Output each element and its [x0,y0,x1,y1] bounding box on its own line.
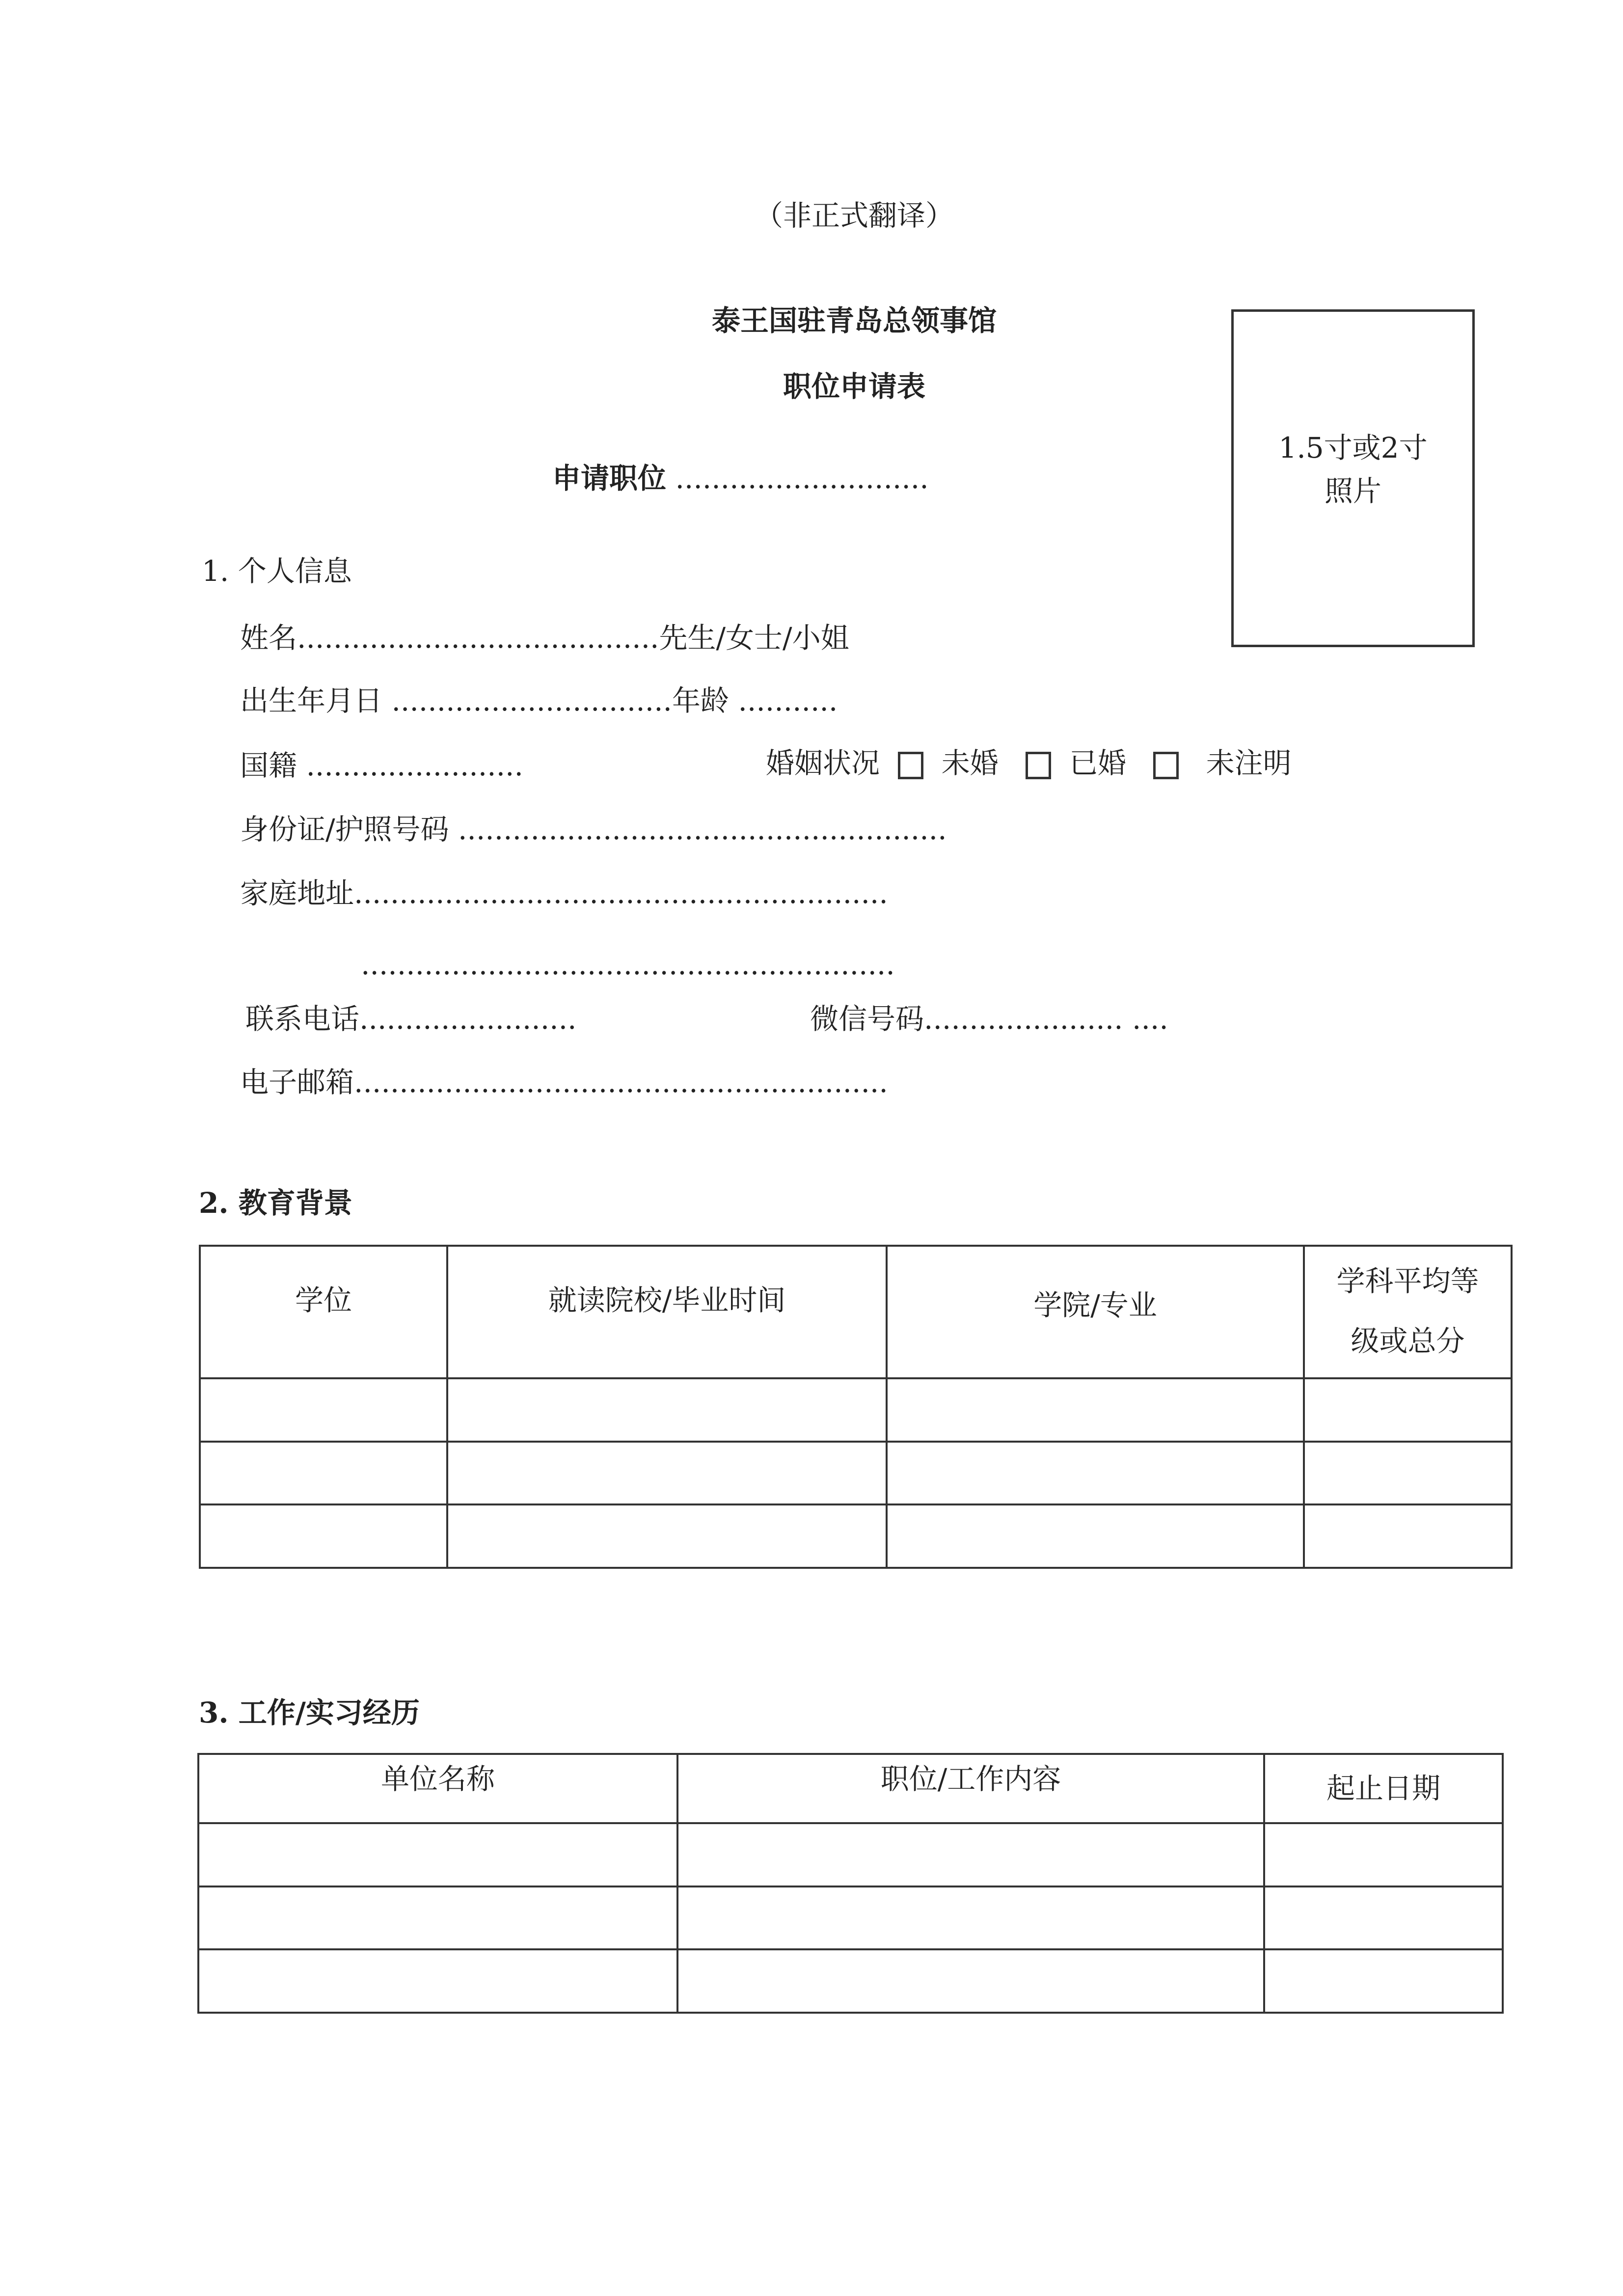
phone-field[interactable] [245,1002,577,1036]
nationality-field[interactable] [240,751,523,780]
cell[interactable] [200,1442,447,1505]
dob-label: 出生年月日 [240,684,383,717]
cell[interactable] [1304,1378,1512,1442]
translation-note: （非正式翻译） [754,199,954,232]
wechat-label: 微信号码 [810,1002,924,1036]
header-major: 学院/专业 [887,1246,1304,1378]
cell[interactable] [1264,1823,1503,1886]
wechat-field[interactable] [810,1002,1168,1036]
header-grade [1304,1246,1512,1378]
cell[interactable] [677,1823,1264,1886]
table-header-row [200,1246,1512,1378]
id-field[interactable] [240,815,947,844]
cell[interactable] [200,1378,447,1442]
header-employer: 单位名称 [198,1754,677,1823]
position-dots: ............................ [675,462,929,495]
phone-label: 联系电话 [245,1002,360,1036]
cell[interactable] [447,1442,887,1505]
table-row [200,1504,1512,1568]
option-unspecified: 未注明 [1206,746,1292,780]
table-header-row [198,1754,1503,1823]
name-title-options: 先生/女士/小姐 [659,621,849,655]
table-row [200,1378,1512,1442]
cell[interactable] [1304,1442,1512,1505]
photo-size-label: 1.5寸或2寸 [1278,431,1428,465]
photo-box [1231,309,1475,647]
marital-status-group [766,746,1292,780]
id-label: 身份证/护照号码 [240,813,449,846]
address-field[interactable] [240,876,888,910]
marital-label: 婚姻状况 [766,746,880,780]
header-grade-line1: 学科平均等 [1336,1264,1479,1298]
cell[interactable] [198,1886,677,1950]
email-dots: ........................................................... [354,1066,888,1099]
option-married: 已婚 [1069,746,1126,780]
cell[interactable] [887,1442,1304,1505]
position-field[interactable] [552,462,929,495]
cell[interactable] [887,1378,1304,1442]
organization-title: 泰王国驻青岛总领事馆 [711,304,997,337]
header-dates: 起止日期 [1264,1754,1503,1823]
table-row [198,1949,1503,2013]
cell[interactable] [200,1504,447,1568]
address-dots: ........................................................... [354,876,888,910]
table-row [198,1823,1503,1886]
name-field[interactable] [240,621,849,655]
cell[interactable] [887,1504,1304,1568]
table-row [198,1886,1503,1950]
section-personal-info-title: 1. 个人信息 [202,554,352,588]
position-label: 申请职位 [552,462,667,495]
name-dots: ........................................ [297,621,659,655]
section-work-title: 3. 工作/实习经历 [199,1696,420,1729]
email-field[interactable] [240,1066,888,1099]
cell[interactable] [198,1823,677,1886]
cell[interactable] [447,1504,887,1568]
cell[interactable] [1264,1949,1503,2013]
cell[interactable] [198,1949,677,2013]
nationality-label: 国籍 [240,749,298,782]
header-grade-line2: 级或总分 [1351,1324,1465,1358]
cell[interactable] [1304,1504,1512,1568]
checkbox-married[interactable] [1026,752,1051,779]
option-single: 未婚 [941,746,999,780]
email-label: 电子邮箱 [240,1066,354,1099]
cell[interactable] [677,1949,1264,2013]
section-education-title: 2. 教育背景 [199,1186,352,1220]
cell[interactable] [447,1378,887,1442]
checkbox-unspecified[interactable] [1153,752,1179,779]
education-table [199,1245,1513,1569]
table-row [200,1442,1512,1505]
header-position: 职位/工作内容 [677,1754,1264,1823]
wechat-dots: ...................... .... [924,1002,1168,1036]
age-dots: ........... [738,684,838,717]
dob-field[interactable] [240,686,838,715]
header-school: 就读院校/毕业时间 [447,1246,887,1378]
phone-dots: ........................ [359,1002,577,1036]
age-label: 年龄 [672,684,730,717]
cell[interactable] [677,1886,1264,1950]
dob-dots: ............................... [391,684,672,717]
form-title: 职位申请表 [783,370,926,403]
checkbox-single[interactable] [898,752,923,779]
nationality-dots: ........................ [306,749,523,782]
address-label: 家庭地址 [240,876,354,910]
name-label: 姓名 [240,621,298,655]
work-table [197,1753,1504,2014]
photo-label: 照片 [1324,474,1381,508]
address-line-2[interactable]: ........................................................... [361,948,895,981]
id-dots: ...................................................... [458,813,947,846]
cell[interactable] [1264,1886,1503,1950]
header-degree: 学位 [200,1246,447,1378]
